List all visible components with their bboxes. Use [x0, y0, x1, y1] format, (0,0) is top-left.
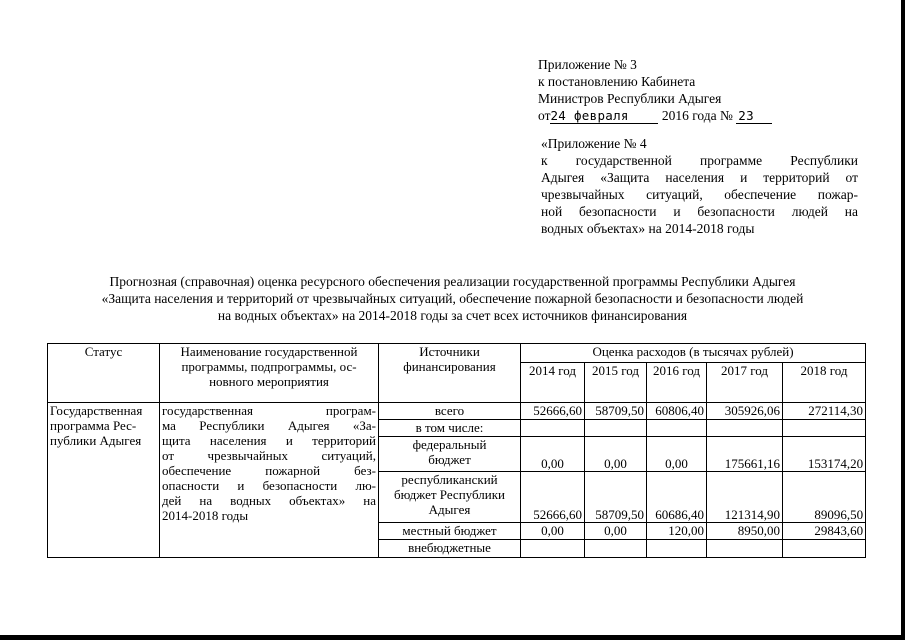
title-line2: «Защита населения и территорий от чрезвычайных ситуаций, обеспечение пожарной безопасности и безопасности людей: [101, 291, 804, 306]
value-cell: 272114,30: [783, 403, 866, 420]
header-source: [379, 344, 521, 403]
header-year-2016: 2016 год: [647, 363, 707, 403]
value-cell: 0,00: [585, 437, 647, 472]
status-line3: публики Адыгея: [50, 433, 142, 448]
value-cell: 89096,50: [783, 472, 866, 523]
value-cell: [707, 420, 783, 437]
value-cell: [521, 540, 585, 558]
header-name: [160, 344, 379, 403]
value-cell: [521, 420, 585, 437]
value-cell: 0,00: [585, 523, 647, 540]
source-extrabudgetary: внебюджетные: [379, 540, 521, 558]
appendix-decree: к постановлению Кабинета: [538, 74, 696, 89]
header-status: Статус: [48, 344, 160, 403]
appendix4-line3: Адыгея «Защита населения и территорий от: [541, 170, 858, 185]
value-cell: [647, 420, 707, 437]
source-regional: [379, 472, 521, 523]
header-year-2015: 2015 год: [585, 363, 647, 403]
value-cell: 52666,60: [521, 472, 585, 523]
date-year: 2016 года №: [661, 108, 733, 123]
title-line3: на водных объектах» на 2014-2018 годы за счет всех источников финансирования: [217, 308, 688, 323]
status-cell: [48, 403, 160, 558]
header-year-2017: 2017 год: [707, 363, 783, 403]
value-cell: 305926,06: [707, 403, 783, 420]
source-regional-line3: Адыгея: [428, 502, 471, 517]
header-source-line2: финансирования: [403, 359, 496, 374]
header-name-line3: новного мероприятия: [209, 374, 329, 389]
program-line6: опасности и безопасности лю-: [162, 478, 376, 493]
appendix4-line1: «Приложение № 4: [541, 136, 647, 151]
appendix4-header: [541, 135, 858, 237]
date-prefix: от: [538, 108, 551, 123]
header-source-line1: Источники: [419, 344, 480, 359]
header-year-2018: 2018 год: [783, 363, 866, 403]
value-cell: 8950,00: [707, 523, 783, 540]
table-row: [48, 403, 866, 420]
header-name-line1: Наименование государственной: [180, 344, 358, 359]
value-cell: 60686,40: [647, 472, 707, 523]
value-cell: 0,00: [647, 437, 707, 472]
status-line1: Государственная: [50, 403, 143, 418]
value-cell: 58709,50: [585, 472, 647, 523]
budget-table: [47, 343, 866, 558]
source-local: местный бюджет: [379, 523, 521, 540]
value-cell: [707, 540, 783, 558]
value-cell: [783, 420, 866, 437]
program-line3: щита населения и территорий: [162, 433, 376, 448]
source-total: всего: [379, 403, 521, 420]
source-federal: [379, 437, 521, 472]
program-line7: дей на водных объектах» на: [162, 493, 376, 508]
source-federal-line1: федеральный: [412, 437, 487, 452]
value-cell: 29843,60: [783, 523, 866, 540]
appendix-number: Приложение № 3: [538, 57, 637, 72]
source-regional-line1: республиканский: [401, 472, 498, 487]
header-name-line2: программы, подпрограммы, ос-: [181, 359, 357, 374]
document-title: [40, 273, 865, 324]
program-line8: 2014-2018 годы: [162, 508, 249, 523]
value-cell: [585, 540, 647, 558]
value-cell: 58709,50: [585, 403, 647, 420]
appendix4-line6: водных объектах» на 2014-2018 годы: [541, 221, 755, 236]
source-federal-line2: бюджет: [428, 452, 471, 467]
value-cell: 60806,40: [647, 403, 707, 420]
program-line1: государственная програм-: [162, 403, 376, 418]
value-cell: [585, 420, 647, 437]
value-cell: 52666,60: [521, 403, 585, 420]
source-regional-line2: бюджет Республики: [393, 487, 505, 502]
appendix4-line2: к государственной программе Республики: [541, 153, 858, 168]
scan-border-bottom: [0, 635, 905, 640]
title-line1: Прогнозная (справочная) оценка ресурсного обеспечения реализации государственной программы Республики Адыгея: [109, 274, 796, 289]
value-cell: 121314,90: [707, 472, 783, 523]
value-cell: 153174,20: [783, 437, 866, 472]
value-cell: 175661,16: [707, 437, 783, 472]
handwritten-date: 24 февраля: [550, 109, 658, 124]
appendix-header: [538, 56, 868, 124]
program-line4: от чрезвычайных ситуаций,: [162, 448, 376, 463]
appendix4-line4: чрезвычайных ситуаций, обеспечение пожар-: [541, 187, 858, 202]
scan-border-right: [901, 0, 905, 640]
program-name-cell: [160, 403, 379, 558]
handwritten-number: 23: [736, 109, 772, 124]
appendix-date-line: [538, 107, 868, 124]
value-cell: 0,00: [521, 437, 585, 472]
value-cell: 120,00: [647, 523, 707, 540]
program-line2: ма Республики Адыгея «За-: [162, 418, 376, 433]
value-cell: [647, 540, 707, 558]
appendix-cabinet: Министров Республики Адыгея: [538, 91, 722, 106]
source-including: в том числе:: [379, 420, 521, 437]
appendix4-line5: ной безопасности и безопасности людей на: [541, 204, 858, 219]
value-cell: [783, 540, 866, 558]
header-estimate: Оценка расходов (в тысячах рублей): [521, 344, 866, 363]
value-cell: 0,00: [521, 523, 585, 540]
program-line5: обеспечение пожарной без-: [162, 463, 376, 478]
status-line2: программа Рес-: [50, 418, 137, 433]
header-year-2014: 2014 год: [521, 363, 585, 403]
